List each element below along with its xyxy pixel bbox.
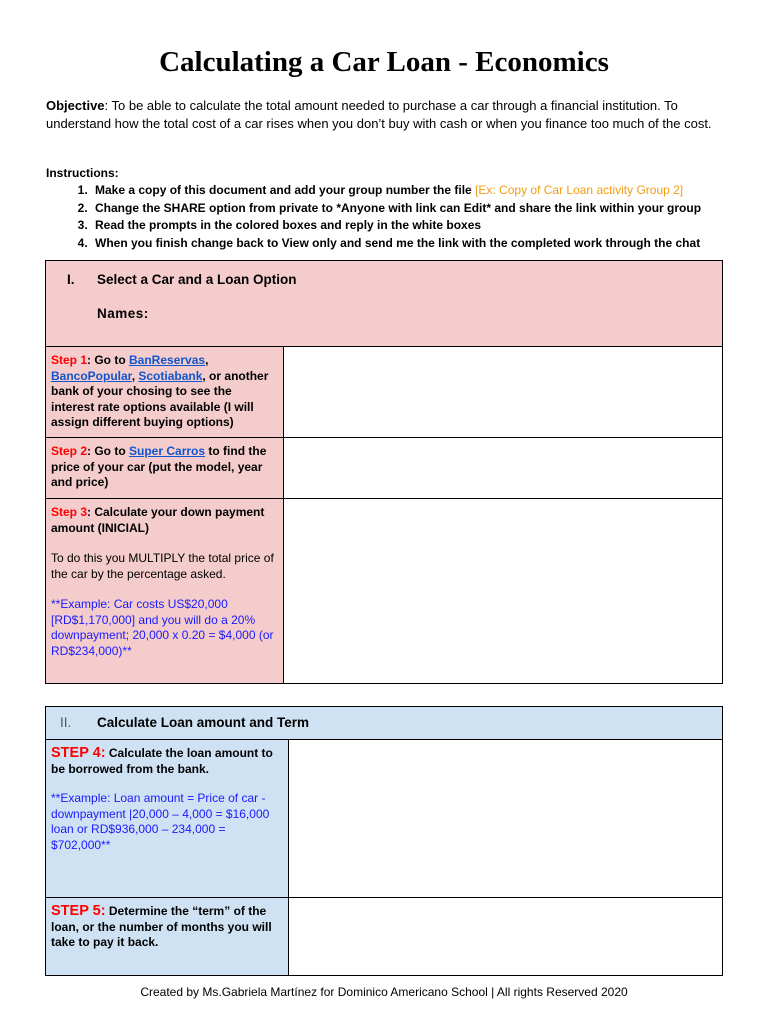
- section-2-header: [45, 706, 723, 740]
- instruction-item: [91, 200, 768, 218]
- section-1-header: [45, 260, 723, 347]
- section-2-heading: Calculate Loan amount and Term: [97, 715, 310, 730]
- step-1-label: Step 1: [51, 353, 88, 367]
- step-1-text: ,: [205, 353, 209, 367]
- step-5-heading: Determine the “term” of the loan, or the number of months you will take to pay it back.: [51, 904, 272, 949]
- scotiabank-link[interactable]: Scotiabank: [138, 368, 203, 383]
- objective-text: : To be able to calculate the total amount needed to purchase a car through a financial institution. To understand how the total cost of a car rises when you don’t buy with cash or when you finance too much of the cost.: [46, 98, 712, 131]
- section-2-numeral: II.: [60, 715, 72, 730]
- step-5-answer-box[interactable]: [288, 897, 723, 976]
- instruction-text: When you finish change back to View only and send me the link with the completed work through the chat: [95, 235, 701, 250]
- step-4-example: **Example: Loan amount = Price of car - downpayment |20,000 – 4,000 = $16,000 loan or RD$936,000 – 234,000 = $702,000**: [51, 791, 270, 852]
- footer-credit: Created by Ms.Gabriela Martínez for Dominico Americano School | All rights Reserved 2020: [140, 985, 628, 999]
- instruction-item: [91, 217, 768, 235]
- step-4-heading: Calculate the loan amount to be borrowed from the bank.: [51, 746, 273, 776]
- step-2-answer-box[interactable]: [283, 437, 723, 499]
- step-3-answer-box[interactable]: [283, 498, 723, 684]
- instruction-item: [91, 235, 768, 253]
- bancopopular-link[interactable]: BancoPopular: [51, 368, 132, 383]
- step-3-heading-line: [51, 505, 278, 536]
- step-3-label: Step 3: [51, 505, 88, 519]
- step-1-answer-box[interactable]: [283, 346, 723, 438]
- instruction-text: Read the prompts in the colored boxes and reply in the white boxes: [95, 218, 482, 232]
- instruction-text: Make a copy of this document and add your group number the file: [95, 183, 476, 197]
- step-5-label: STEP 5:: [51, 903, 106, 919]
- step-2-text: to find the price of your car (put the model, year and price): [51, 444, 267, 489]
- step-4-answer-box[interactable]: [288, 739, 723, 898]
- instruction-item: [91, 182, 768, 200]
- step-1-text: , or another bank of your chosing to see the interest rate options available (I will assign different buying options): [51, 368, 269, 429]
- names-label: Names:: [97, 306, 149, 321]
- step-2-text: : Go to: [87, 444, 130, 458]
- banreservas-link[interactable]: BanReservas: [129, 353, 206, 367]
- step-3-example: **Example: Car costs US$20,000 [RD$1,170,000] and you will do a 20% downpayment; 20,000 x 0.20 = $4,000 (or RD$234,000)**: [51, 597, 274, 658]
- step-3-body: To do this you MULTIPLY the total price of the car by the percentage asked.: [51, 551, 274, 581]
- step-5-prompt: [45, 897, 289, 976]
- instructions-heading: Instructions:: [46, 166, 119, 180]
- step-1-text: : Go to: [87, 353, 130, 367]
- super-carros-link[interactable]: Super Carros: [129, 444, 206, 458]
- step-1-text: ,: [131, 368, 139, 383]
- step-4-prompt: [45, 739, 289, 898]
- step-1-prompt: [45, 346, 284, 438]
- step-3-heading: : Calculate your down payment amount (INICIAL): [51, 505, 265, 535]
- step-2-prompt: [45, 437, 284, 499]
- instruction-example: [Ex: Copy of Car Loan activity Group 2]: [475, 183, 684, 197]
- objective-label: Objective: [46, 98, 105, 113]
- section-1-numeral: I.: [67, 272, 75, 287]
- instruction-text: Change the SHARE option from private to *Anyone with link can Edit* and share the link within your group: [95, 200, 702, 215]
- step-3-prompt: [45, 498, 284, 684]
- step-4-label: STEP 4:: [51, 745, 106, 761]
- instructions-list: [46, 182, 768, 252]
- step-4-heading-line: [51, 746, 283, 777]
- page-title: Calculating a Car Loan - Economics: [159, 46, 609, 78]
- step-2-label: Step 2: [51, 444, 88, 458]
- objective-paragraph: [46, 97, 726, 133]
- section-1-heading: Select a Car and a Loan Option: [97, 272, 297, 287]
